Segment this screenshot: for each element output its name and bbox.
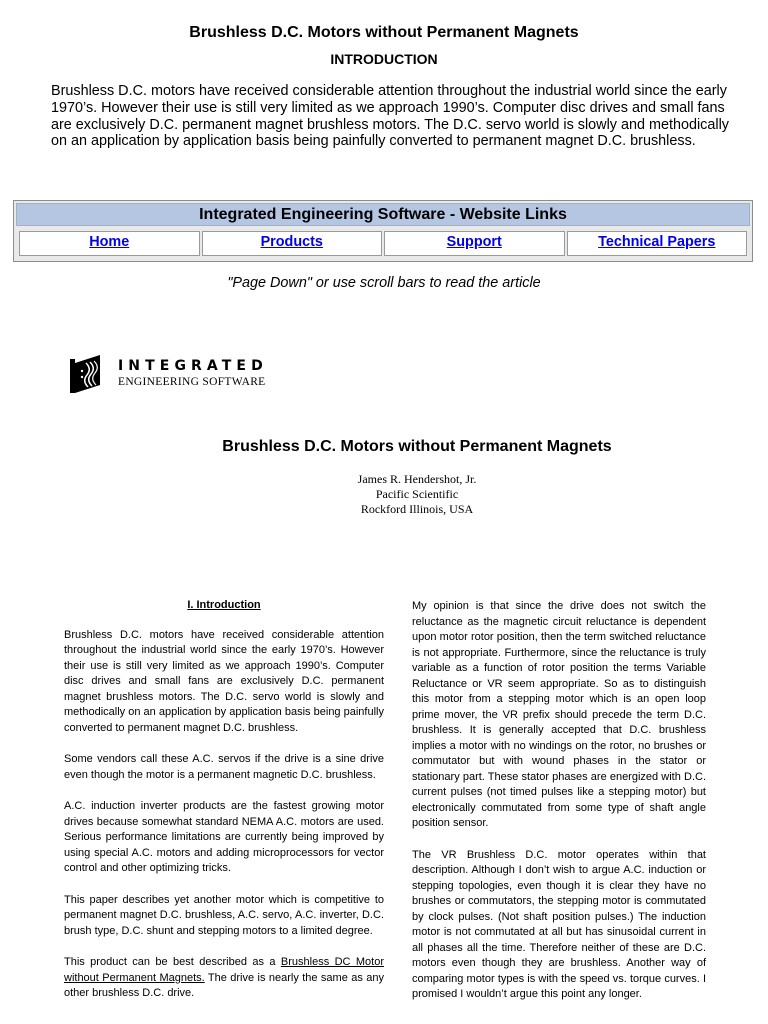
article-title: Brushless D.C. Motors without Permanent Magnets (222, 438, 612, 455)
paragraph-text: The drive is nearly the same as any other brushless D.C. drive. (64, 971, 384, 999)
website-links-title: Integrated Engineering Software - Website Links (16, 203, 750, 226)
logo-wordmark-integrated: INTEGRATED (118, 358, 268, 374)
intro-heading: INTRODUCTION (330, 51, 438, 67)
article-paragraph: A.C. induction inverter products are the fastest growing motor drives because somewhat standard NEMA A.C. motors are used. Serious performance limitations are currently being improved by using special A.C. motors and adding microprocessors for vector control and other optimizing tricks. (64, 800, 384, 874)
article-paragraph: Some vendors call these A.C. servos if the drive is a sine drive even though the motor is a permanent magnetic D.C. brushless. (64, 753, 384, 781)
company-logo (70, 355, 310, 395)
intro-paragraph: Brushless D.C. motors have received considerable attention throughout the industrial world since the early 1970’s. However their use is still very limited as we approach 1990’s. Computer disc drives and small fans are exclusively D.C. permanent magnet brushless motors. The D.C. servo world is slowly and methodically on an application by application basis being painfully converted to permanent magnet D.C. brushless. (51, 83, 729, 150)
article-column-right (412, 599, 706, 1019)
article-paragraph: The VR Brushless D.C. motor operates within that description. Although I don’t wish to argue A.C. induction or stepping topologies, even though it is clear they have no brushes or commutators, the stepping motor is commutated by clock pulses. (Not shaft position pulses.) The induction motor is not commutated at all but has sinusoidal current in all phases all the time. Therefore neither of these are D.C. motors even though they are brushless. Another way of comparing motor types is with the speed vs. torque curves. I promised I wouldn’t argue this point any longer. (412, 848, 706, 1000)
author-block (0, 472, 768, 517)
brushless-dc-motor-term: Brushless DC Motor without Permanent Magnets. (64, 956, 384, 984)
links-cell-home (19, 231, 200, 256)
scroll-instruction: "Page Down" or use scroll bars to read the article (227, 275, 541, 291)
links-cell-support (384, 231, 565, 256)
article-paragraph: This paper describes yet another motor which is competitive to permanent magnet D.C. brushless, A.C. servo, A.C. inverter, D.C. brush type, D.C. shunt and stepping motors to a limited degree. (64, 893, 384, 937)
article-paragraph: My opinion is that since the drive does not switch the reluctance as the magnetic circuit reluctance is dependent upon motor rotor position, then the term switched reluctance is not appropriate. Furthermore, since the reluctance is truly variable as a function of rotor position the terms Variable Reluctance or VR seem appropriate. So as to distinguish this motor from a stepping motor which is an open loop prime mover, the VR prefix should precede the term D.C. brushless. It is generally accepted that D.C. brushless implies a motor with no windings on the rotor, no brushes or commutator but with wound phases in the stator or stationary part. These stator phases are energized with D.C. current pulses (not timed pulses like a stepping motor) but electronically commutated from some type of shaft angle position sensor. (412, 600, 706, 829)
website-links-row (19, 231, 747, 256)
support-link[interactable]: Support (446, 234, 502, 250)
links-cell-technical-papers (567, 231, 748, 256)
author-location: Rockford Illinois, USA (360, 502, 474, 516)
author-name: James R. Hendershot, Jr. (357, 472, 477, 486)
section-heading-introduction: I. Introduction (187, 599, 261, 611)
article-paragraph (64, 955, 384, 1002)
article-column-left (64, 598, 384, 1018)
article-paragraph: Brushless D.C. motors have received considerable attention throughout the industrial world since the early 1970’s. However their use is still very limited as we approach 1990’s. Computer disc drives and small fans are exclusively D.C. permanent magnet brushless motors. The D.C. servo world is slowly and methodically on an application by application basis being painfully converted to permanent magnet D.C. brushless. (64, 628, 384, 734)
home-link[interactable]: Home (89, 234, 130, 250)
links-cell-products (202, 231, 383, 256)
logo-wordmark-engineering-software: ENGINEERING SOFTWARE (118, 376, 266, 388)
technical-papers-link[interactable]: Technical Papers (598, 234, 716, 250)
page-title: Brushless D.C. Motors without Permanent Magnets (189, 24, 579, 41)
logo-mark-icon (70, 355, 106, 393)
author-company: Pacific Scientific (375, 487, 459, 501)
products-link[interactable]: Products (260, 234, 323, 250)
paragraph-text: This product can be best described as a (64, 956, 281, 968)
website-links-table (13, 200, 753, 262)
